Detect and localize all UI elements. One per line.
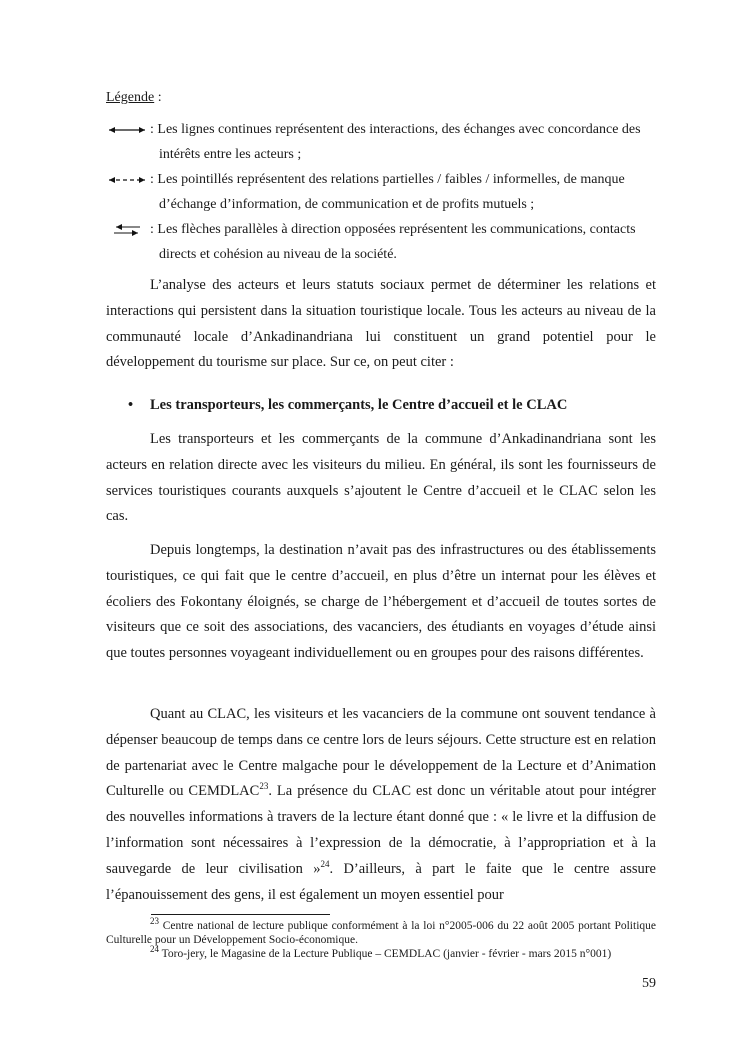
legend-title: Légende :	[106, 90, 162, 105]
parallel-arrows-icon	[106, 222, 148, 238]
legend-item-solid: : Les lignes continues représentent des interactions, des échanges avec concordance des intérêts entre les acteurs ;	[106, 118, 656, 167]
section-heading: • Les transporteurs, les commerçants, le Centre d’accueil et le CLAC	[128, 397, 568, 413]
bullet-icon: •	[128, 397, 134, 413]
paragraph-clac: Quant au CLAC, les visiteurs et les vacanciers de la commune ont souvent tendance à dépenser beaucoup de temps dans ce centre lors de leurs séjours. Cette structure est en relation de partenariat avec le Centre malgache pour le développement de la Lecture et d’Animation Culturelle ou CEMDLAC$^{23}$. La présence du CLAC est donc un véritable atout pour intégrer des nouvelles informations à travers de la lecture étant donné que : « le livre et la diffusion de l’information sont nécessaires à l’expression de la démocratie, à l’appropriation et à la sauvegarde de leur civilisation »$^{24}$. D’ailleurs, à part le faite que le centre assure l’épanouissement des gens, il est également un moyen essentiel pour	[106, 706, 656, 903]
intro-paragraph: L’analyse des acteurs et leurs statuts sociaux permet de déterminer les relations et interactions qui persistent dans la situation touristique locale. Tous les acteurs au niveau de la communauté locale d’Ankadinandriana lui constituent un grand potentiel pour le développement du tourisme sur place. Sur ce, on peut citer :	[106, 277, 656, 371]
footnote-divider	[151, 914, 330, 915]
footnote-24: $^{24}$ Toro-jery, le Magasine de la Lecture Publique – CEMDLAC (janvier - février - mars 2015 n°001)	[150, 944, 612, 960]
page-number: 59	[642, 976, 656, 991]
legend-item-dashed: : Les pointillés représentent des relations partielles / faibles / informelles, de manque d’échange d’information, de communication et de profits mutuels ;	[106, 168, 656, 217]
paragraph-transporteurs: Les transporteurs et les commerçants de la commune d’Ankadinandriana sont les acteurs en relation directe avec les visiteurs du milieu. En général, ils sont les fournisseurs de services touristiques courants auxquels s’ajoutent le Centre d’accueil et le CLAC selon les cas.	[106, 431, 656, 525]
footnote-ref-24: 24	[320, 858, 330, 869]
paragraph-centre-accueil: Depuis longtemps, la destination n’avait pas des infrastructures ou des établissements touristiques, ce qui fait que le centre d’accueil, en plus d’être un internat pour les élèves et écoliers des Fokontany éloignés, se charge de l’hébergement et d’accueil de toutes sortes de visiteurs que ce soit des associations, des vacanciers, des étudiants en voyages d’étude ainsi que toutes personnes voyageant individuellement ou en groupes pour des raisons différentes.	[106, 542, 656, 662]
legend-item-parallel: : Les flèches parallèles à direction opposées représentent les communications, contacts directs et cohésion au niveau de la société.	[106, 218, 656, 267]
solid-double-arrow-icon	[106, 122, 148, 138]
dashed-double-arrow-icon	[106, 172, 148, 188]
footnote-23: $^{23}$ Centre national de lecture publique conformément à la loi n°2005-006 du 22 août 2005 portant Politique Culturelle pour un Développement Socio-économique.	[106, 916, 656, 946]
footnote-ref-23: 23	[259, 781, 269, 792]
